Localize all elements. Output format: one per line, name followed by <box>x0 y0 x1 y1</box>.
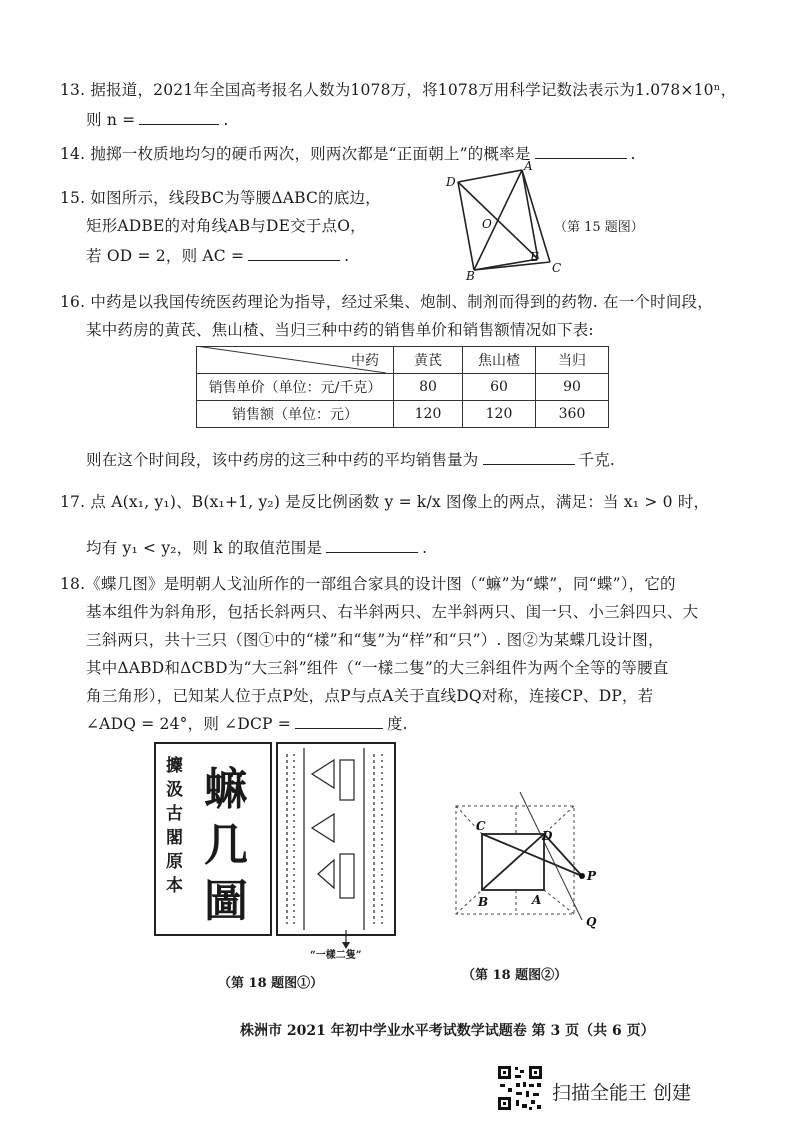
q16-prefix: 则在这个时间段，该中药房的这三种中药的平均销售量为 <box>86 451 479 469</box>
qr-code-icon <box>496 1064 544 1112</box>
table-header-cell: 黄芪 <box>394 347 463 374</box>
q14-text: 14. 抛掷一枚质地均匀的硬币两次，则两次都是“正面朝上”的概率是 <box>60 145 531 163</box>
q18-line2: 基本组件为斜角形，包括长斜两只、右半斜两只、左半斜两只、闺一只、小三斜四只、大 <box>86 603 699 621</box>
q18-line3: 三斜两只，共十三只（图①中的“樣”和“隻”为“样”和“只”）. 图②为某蝶几设计图， <box>86 631 664 649</box>
table-cell: 360 <box>536 401 609 428</box>
q15-line2: 矩形ADBE的对角线AB与DE交于点O， <box>86 217 366 235</box>
q18-line6 <box>86 712 408 734</box>
answer-blank[interactable] <box>295 727 383 729</box>
table-header-cell: 中药 <box>197 347 394 374</box>
q18-line5: 角三角形），已知某人位于点P处，点P与点A关于直线DQ对称，连接CP、DP，若 <box>86 687 654 705</box>
answer-blank[interactable] <box>535 157 627 159</box>
component-diagram <box>278 744 394 934</box>
q18-suffix: 度. <box>386 715 408 733</box>
q14-line: 14. 抛掷一枚质地均匀的硬币两次，则两次都是“正面朝上”的概率是 . <box>60 145 636 163</box>
table-row <box>197 374 609 401</box>
q13-line1: 13. 据报道，2021年全国高考报名人数为1078万，将1078万用科学记数法表示为1.078×10ⁿ， <box>60 81 737 99</box>
point-label-b: B <box>466 269 475 280</box>
q18-caption2: （第 18 题图②） <box>462 968 568 983</box>
table-cell: 120 <box>394 401 463 428</box>
point-label-q: Q <box>586 915 597 929</box>
component-bar <box>340 760 354 800</box>
q18-figure2 <box>446 776 606 936</box>
component-triangle <box>318 860 334 888</box>
point-label-p: P <box>587 869 597 883</box>
table-cell: 80 <box>394 374 463 401</box>
point-label-d: D <box>446 175 456 189</box>
scanner-watermark: 扫描全能王 创建 <box>552 1082 692 1104</box>
point-label-d: D <box>542 829 553 843</box>
point-p <box>579 873 585 879</box>
point-label-b: B <box>478 895 489 909</box>
q15-line1: 15. 如图所示，线段BC为等腰ΔABC的底边， <box>60 189 381 207</box>
q13-prefix: 则 n = <box>86 111 136 129</box>
q17-line2: 均有 y₁ < y₂，则 k 的取值范围是 . <box>86 539 428 557</box>
q18-line4: 其中ΔABD和ΔCBD为“大三斜”组件（“一樣二隻”的大三斜组件为两个全等的等腰直 <box>86 659 669 677</box>
q16-line2: 某中药房的黄芪、焦山楂、当归三种中药的销售单价和销售额情况如下表: <box>86 321 594 339</box>
q13-line2: 则 n = . <box>86 111 229 129</box>
book-cover <box>154 742 272 936</box>
component-triangle <box>312 760 334 788</box>
segment-cp <box>482 834 582 876</box>
q17-line1: 17. 点 A(x₁, y₁)、B(x₁+1, y₂) 是反比例函数 y = k/x 图像上的两点，满足：当 x₁ > 0 时， <box>60 493 710 511</box>
q15-line3: 若 OD = 2，则 AC = . <box>86 247 350 265</box>
q18-prefix: ∠ADQ = 24°，则 ∠DCP = <box>86 715 291 733</box>
table-cell: 120 <box>463 401 536 428</box>
answer-blank[interactable] <box>326 551 418 553</box>
table-cell: 销售额（单位：元） <box>197 401 394 428</box>
component-page <box>276 742 396 936</box>
component-bar <box>340 854 354 898</box>
diagonal-bd <box>482 834 544 890</box>
table-header-cell: 焦山楂 <box>463 347 536 374</box>
table-row <box>197 401 609 428</box>
page-footer: 株洲市 2021 年初中学业水平考试数学试题卷 第 3 页（共 6 页） <box>240 1023 655 1039</box>
q16-line3 <box>86 448 615 470</box>
answer-blank[interactable] <box>248 259 340 261</box>
cover-side-text: 攈汲古閣原本 <box>166 756 183 896</box>
table-cell: 90 <box>536 374 609 401</box>
point-label-o: O <box>482 217 492 231</box>
q15-prefix: 若 OD = 2，则 AC = <box>86 247 245 265</box>
q16-suffix: 千克. <box>578 451 616 469</box>
line-dq <box>520 792 582 920</box>
point-label-a: A <box>532 893 542 907</box>
fig1-note: “一樣二隻” <box>310 950 362 961</box>
table-header-diagonal <box>196 346 388 374</box>
q16-line1: 16. 中药是以我国传统医药理论为指导，经过采集、炮制、制剂而得到的药物. 在一个时间段， <box>60 293 713 311</box>
answer-blank[interactable] <box>139 123 219 125</box>
point-label-c: C <box>476 819 486 833</box>
q15-caption: （第 15 题图） <box>554 220 644 235</box>
q18-caption1: （第 18 题图①） <box>218 976 324 991</box>
edge-da <box>458 170 522 182</box>
point-label-c: C <box>552 261 562 275</box>
component-triangle <box>312 814 334 842</box>
table-cell: 销售单价（单位：元/千克） <box>197 374 394 401</box>
q17-prefix: 均有 y₁ < y₂，则 k 的取值范围是 <box>86 539 323 557</box>
point-label-a: A <box>524 160 533 173</box>
point-label-e: E <box>530 250 539 264</box>
cover-title: 䗫几圖 <box>204 764 248 927</box>
table-header-cell: 当归 <box>536 347 609 374</box>
table-cell: 60 <box>463 374 536 401</box>
q18-line1: 18.《蝶几图》是明朝人戈汕所作的一部组合家具的设计图（“䗫”为“蝶”，同“蝶”），它的 <box>60 575 676 593</box>
answer-blank[interactable] <box>483 463 575 465</box>
